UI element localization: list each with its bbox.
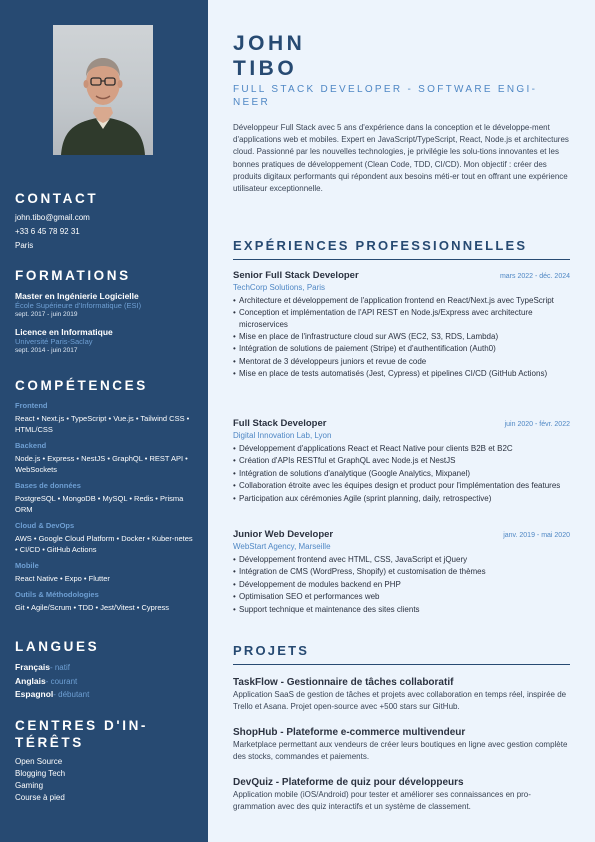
job-role: FULL STACK DEVELOPER - SOFTWARE ENGI-NEER	[233, 84, 538, 108]
experience-bullet: • Création d'APIs RESTful et GraphQL avec Node.js et NestJS	[233, 455, 570, 466]
experience-company: WebStart Agency, Marseille	[233, 542, 331, 551]
formations-section	[15, 267, 195, 355]
project-description: Application SaaS de gestion de tâches et projets avec collaboration en temps réel, inspirée de Trello et Asana. Projet open-source avec +500 stars sur GitHub.	[233, 690, 567, 711]
langue-name: Anglais	[15, 675, 46, 686]
experience-bullet: • Intégration de CMS (WordPress, Shopify) et customisation de thèmes	[233, 566, 570, 577]
experience-title: Senior Full Stack Developer	[233, 270, 359, 281]
interets-title-line1: CENTRES D'IN-	[15, 718, 149, 733]
formation-degree: Master en Ingénierie Logicielle	[15, 291, 139, 301]
experience-bullet: • Développement frontend avec HTML, CSS, JavaScript et jQuery	[233, 554, 570, 565]
competence-category	[15, 521, 193, 555]
project-title: ShopHub - Plateforme e-commerce multivendeur	[233, 727, 466, 738]
competence-category-items: AWS • Google Cloud Platform • Docker • Kuber-netes • CI/CD • GitHub Actions	[15, 534, 193, 554]
langue-name: Français	[15, 662, 50, 672]
competence-category-items: React Native • Expo • Flutter	[15, 574, 110, 583]
experience-bullet: • Conception et implémentation de l'API REST en Node.js/Express avec architecture microservices	[233, 307, 570, 329]
competence-category-name: Bases de données	[15, 481, 81, 490]
sidebar	[0, 0, 208, 842]
langue-level: - natif	[49, 663, 70, 672]
experience-bullet: • Collaboration étroite avec les équipes design et product pour l'implémentation des features	[233, 480, 570, 491]
experience-company: TechCorp Solutions, Paris	[233, 283, 326, 292]
langue-level: - courant	[45, 676, 78, 686]
contact-city: Paris	[15, 241, 34, 250]
experience-bullet: • Support technique et maintenance des sites clients	[233, 604, 570, 615]
contact-section	[15, 190, 195, 253]
experience-item	[233, 270, 570, 381]
project-description: Application mobile (iOS/Android) pour tester et améliorer ses connaissances en pro-grammation avec des quiz interactifs et un système de classement.	[233, 790, 531, 811]
competences-title: COMPÉTENCES	[15, 378, 148, 393]
experience-bullet: • Intégration de solutions d'analytique (Google Analytics, Mixpanel)	[233, 468, 570, 479]
experiences-title: EXPÉRIENCES PROFESSIONNELLES	[233, 238, 570, 260]
interest-item: Blogging Tech	[15, 769, 66, 778]
competence-category	[15, 590, 193, 613]
experience-bullet: • Architecture et développement de l'application frontend en React/Next.js avec TypeScript	[233, 295, 570, 306]
interets-section	[15, 717, 195, 804]
formations-title: FORMATIONS	[15, 268, 131, 283]
competences-section	[15, 377, 193, 613]
experience-bullets	[233, 295, 570, 379]
experience-bullet: • Développement de modules backend en PHP	[233, 579, 570, 590]
langue-item	[15, 661, 195, 675]
experience-title: Full Stack Developer	[233, 418, 327, 429]
experience-dates: mars 2022 - déc. 2024	[499, 273, 570, 280]
projets-title: PROJETS	[233, 643, 570, 665]
experience-bullets	[233, 443, 570, 504]
experience-item	[233, 418, 570, 505]
experience-bullet: • Mise en place de tests automatisés (Jest, Cypress) et pipelines CI/CD (GitHub Actions)	[233, 368, 570, 379]
competence-category	[15, 481, 193, 515]
contact-title: CONTACT	[15, 191, 99, 206]
langue-name: Espagnol	[15, 689, 54, 699]
competence-category-name: Frontend	[15, 401, 48, 410]
contact-email[interactable]: john.tibo@gmail.com	[15, 213, 90, 222]
interest-item: Course à pied	[15, 793, 65, 802]
profile-summary: Développeur Full Stack avec 5 ans d'expérience dans la conception et le développe-ment d'applications web et mobiles. Expert en JavaScript/TypeScript, React, Node.js et architectures cloud. Passionné par les nouvelles technologies, je privilégie les solu-tions innovantes et les bonnes pratiques de développement (Clean Code, TDD, CI/CD). Mon objectif : créer des produits digitaux performants qui répondent aux besoins méti-er tout en offrant une expérience utilisateur exceptionnelle.	[233, 123, 569, 194]
formation-degree: Licence en Informatique	[15, 327, 113, 337]
experience-bullet: • Développement d'applications React et React Native pour clients B2B et B2C	[233, 443, 570, 454]
experience-bullet: • Mentorat de 3 développeurs juniors et revue de code	[233, 356, 570, 367]
contact-phone[interactable]: +33 6 45 78 92 31	[15, 227, 80, 236]
experience-item	[233, 529, 570, 616]
experience-bullet: • Mise en place de l'infrastructure cloud sur AWS (EC2, S3, RDS, Lambda)	[233, 331, 570, 342]
interets-title-line2: TÉRÊTS	[15, 735, 84, 750]
langues-title: LANGUES	[15, 639, 100, 654]
project-item	[233, 776, 573, 813]
competence-category-name: Cloud & DevOps	[15, 521, 75, 530]
experience-bullets	[233, 554, 570, 615]
profile-photo	[53, 25, 153, 155]
full-name	[233, 31, 305, 81]
project-item	[233, 726, 573, 763]
interest-item: Open Source	[15, 757, 63, 766]
langue-level: - débutant	[53, 690, 90, 699]
competence-category	[15, 441, 193, 475]
competence-category	[15, 401, 193, 435]
experience-dates: janv. 2019 - mai 2020	[503, 532, 570, 539]
langues-section	[15, 638, 195, 702]
competence-category-items: Git • Agile/Scrum • TDD • Jest/Vitest • Cypress	[15, 603, 170, 612]
experience-bullet: • Intégration de solutions de paiement (Stripe) et d'authentification (Auth0)	[233, 343, 570, 354]
experience-bullet: • Participation aux cérémonies Agile (sprint planning, daily, retrospective)	[233, 493, 570, 504]
project-item	[233, 676, 573, 713]
experience-dates: juin 2020 - févr. 2022	[504, 421, 570, 428]
langue-item	[15, 675, 195, 689]
person-portrait	[53, 25, 153, 155]
project-title: TaskFlow - Gestionnaire de tâches collaboratif	[233, 677, 454, 688]
formation-dates: sept. 2017 - juin 2019	[15, 311, 78, 318]
competence-category-items: PostgreSQL • MongoDB • MySQL • Redis • Prisma ORM	[15, 494, 184, 514]
project-title: DevQuiz - Plateforme de quiz pour développeurs	[233, 777, 464, 788]
competence-category-name: Outils & Méthodologies	[15, 590, 99, 599]
formation-dates: sept. 2014 - juin 2017	[15, 347, 78, 354]
formation-school: Université Paris-Saclay	[15, 337, 93, 346]
project-description: Marketplace permettant aux vendeurs de créer leurs boutiques en ligne avec gestion complète des stocks, commandes et paiements.	[233, 740, 568, 761]
formation-school: École Supérieure d'Informatique (ESI)	[15, 301, 142, 310]
competence-category	[15, 561, 193, 584]
experience-title: Junior Web Developer	[233, 529, 334, 540]
experience-company: Digital Innovation Lab, Lyon	[233, 431, 332, 440]
competence-category-items: React • Next.js • TypeScript • Vue.js • Tailwind CSS • HTML/CSS	[15, 414, 190, 434]
formation-item	[15, 327, 195, 355]
formation-item	[15, 291, 195, 319]
langue-item	[15, 688, 195, 702]
experience-bullet: • Optimisation SEO et performances web	[233, 591, 570, 602]
last-name: TIBO	[233, 57, 298, 80]
first-name: JOHN	[233, 32, 306, 55]
interest-item: Gaming	[15, 781, 44, 790]
competence-category-items: Node.js • Express • NestJS • GraphQL • REST API • WebSockets	[15, 454, 188, 474]
competence-category-name: Mobile	[15, 561, 39, 570]
competence-category-name: Backend	[15, 441, 47, 450]
